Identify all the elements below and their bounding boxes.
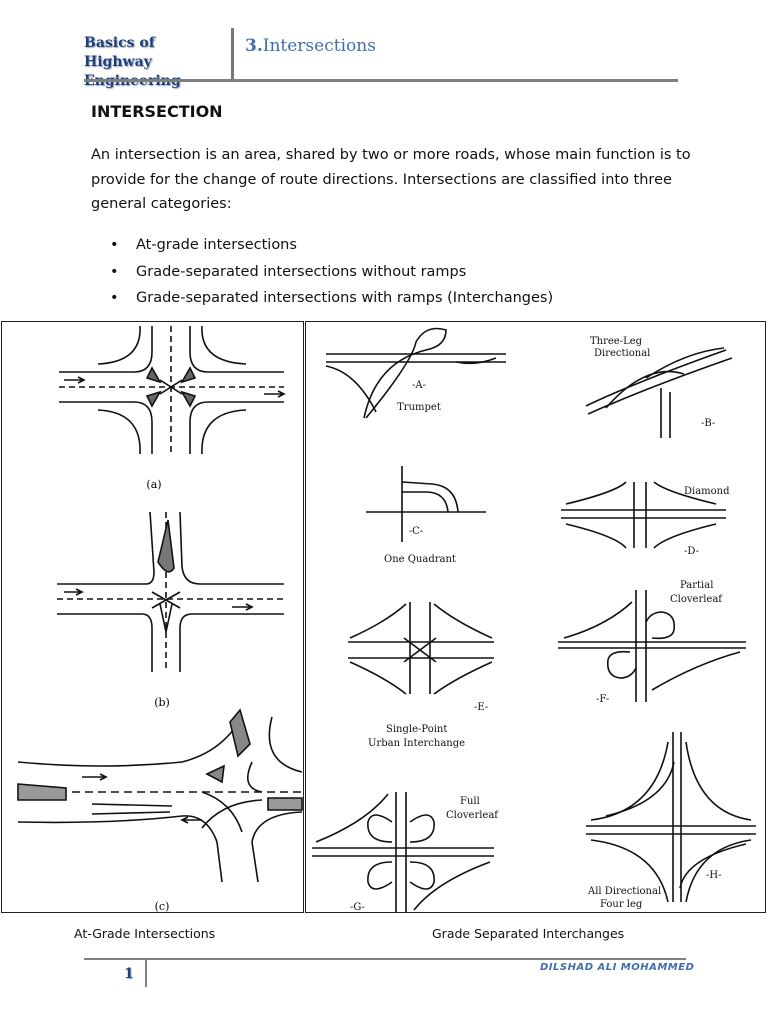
figure-label-c: (c) bbox=[154, 900, 170, 912]
at-grade-drawings bbox=[2, 322, 303, 912]
book-title bbox=[84, 34, 224, 91]
panel-name-h: All Directional bbox=[588, 886, 662, 897]
header-rule bbox=[84, 79, 678, 82]
panel-id-a: -A- bbox=[412, 380, 426, 391]
interchange-figure bbox=[305, 321, 766, 913]
panel-id-d: -D- bbox=[684, 546, 699, 557]
figure-label-a: (a) bbox=[146, 478, 162, 491]
at-grade-figure bbox=[1, 321, 304, 913]
chapter-title bbox=[245, 36, 376, 56]
panel-name-f: Partial bbox=[680, 580, 714, 591]
panel-name-b-line2: Directional bbox=[594, 348, 651, 359]
panel-name-f-line2: Cloverleaf bbox=[670, 594, 722, 605]
chapter-number: 3. bbox=[245, 36, 263, 56]
section-paragraph: An intersection is an area, shared by two or more roads, whose main function is to provide for the change of route directions. Intersections are classified into three general categories: bbox=[91, 147, 691, 212]
panel-name-c: One Quadrant bbox=[384, 554, 456, 565]
category-list bbox=[110, 232, 553, 312]
panel-name-g: Full bbox=[460, 796, 480, 807]
intersection-b-drawing bbox=[57, 512, 284, 672]
list-item: • Grade-separated intersections with ramps (Interchanges) bbox=[110, 285, 553, 312]
panel-name-d: Diamond bbox=[684, 486, 730, 497]
intersection-a-drawing bbox=[59, 326, 284, 454]
panel-id-b: -B- bbox=[701, 418, 716, 429]
interchange-drawings bbox=[306, 322, 765, 912]
single-point-interchange-drawing bbox=[348, 602, 494, 694]
right-figure-caption: Grade Separated Interchanges bbox=[432, 926, 625, 941]
footer-divider bbox=[145, 958, 147, 987]
book-title-line1: Basics of Highway bbox=[84, 35, 155, 70]
panel-id-f: -F- bbox=[596, 694, 610, 705]
panel-name-e: Single-Point bbox=[386, 724, 448, 735]
list-item: • At-grade intersections bbox=[110, 232, 553, 259]
list-item: • Grade-separated intersections without ramps bbox=[110, 259, 553, 286]
all-directional-drawing bbox=[586, 732, 756, 902]
panel-id-g: -G- bbox=[350, 902, 365, 912]
figure-label-b: (b) bbox=[154, 696, 170, 709]
panel-id-c: -C- bbox=[408, 526, 424, 537]
panel-name-h-line2: Four leg bbox=[600, 899, 643, 910]
section-title: INTERSECTION bbox=[91, 102, 223, 121]
panel-name-b: Three-Leg bbox=[590, 336, 643, 347]
intersection-c-drawing bbox=[18, 710, 302, 882]
header-divider bbox=[231, 28, 234, 80]
partial-cloverleaf-drawing bbox=[558, 590, 746, 702]
author-name: DILSHAD ALI MOHAMMED bbox=[540, 962, 695, 973]
left-figure-caption: At-Grade Intersections bbox=[74, 926, 216, 941]
panel-name-a: Trumpet bbox=[397, 402, 441, 413]
chapter-name: Intersections bbox=[262, 36, 376, 56]
panel-id-e: -E- bbox=[474, 702, 489, 713]
footer-rule bbox=[84, 958, 686, 960]
one-quadrant-drawing bbox=[366, 466, 486, 542]
panel-id-h: -H- bbox=[706, 870, 722, 881]
page-number: 1 bbox=[124, 966, 134, 982]
panel-name-g-line2: Cloverleaf bbox=[446, 810, 498, 821]
panel-name-e-line2: Urban Interchange bbox=[368, 738, 466, 749]
